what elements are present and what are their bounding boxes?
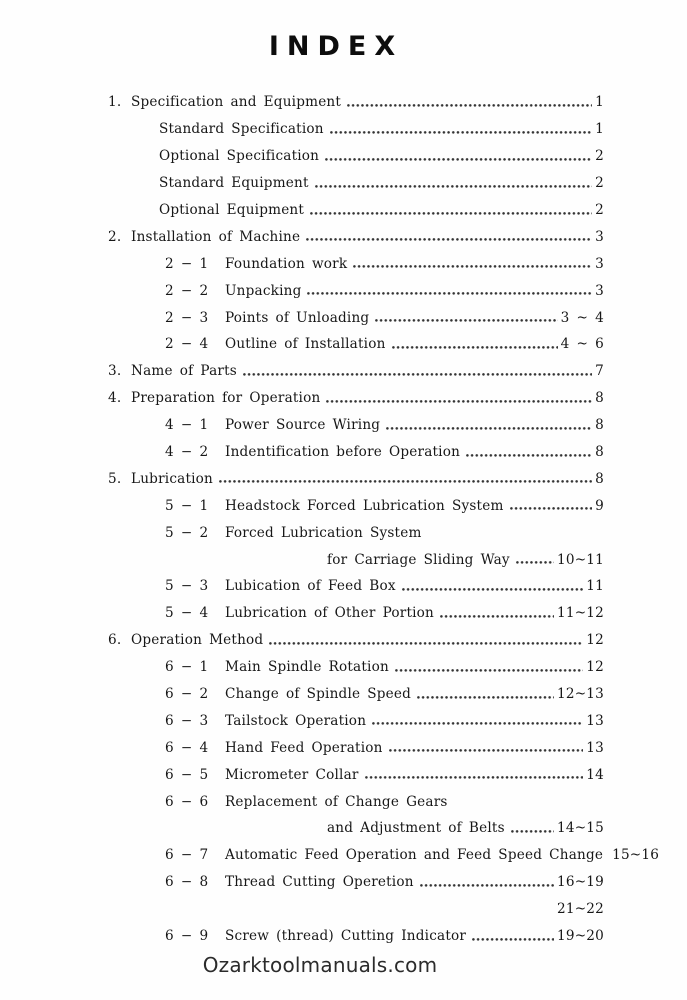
toc-entry-page: 16~19	[557, 874, 604, 891]
toc-entry-label: Replacement of Change Gears	[225, 793, 448, 810]
toc-entry-page: 14~15	[557, 820, 604, 837]
toc-row	[108, 600, 604, 627]
toc-row	[108, 869, 604, 896]
toc-entry-page: 10~11	[557, 551, 604, 568]
dot-leader	[306, 238, 592, 241]
dot-leader	[511, 830, 554, 833]
toc-entry-number: 6 − 7	[165, 847, 209, 864]
toc-entry-label: Preparation for Operation	[131, 390, 321, 407]
toc-entry-label: Indentification before Operation	[225, 444, 461, 461]
dot-leader	[269, 642, 583, 645]
toc-entry-label: Screw (thread) Cutting Indicator	[225, 928, 467, 945]
dot-leader	[307, 292, 592, 295]
toc-entry-label: Headstock Forced Lubrication System	[225, 497, 504, 514]
toc-entry-page: 12	[586, 632, 604, 649]
toc-entry-page: 2	[595, 202, 604, 218]
toc-entry-number: 2 − 4	[165, 336, 209, 353]
toc-entry-page: 12~13	[557, 686, 604, 703]
dot-leader	[365, 776, 584, 779]
toc-entry-page: 8	[595, 444, 604, 461]
dot-leader	[386, 427, 592, 430]
toc-entry-number: 6 − 8	[165, 874, 209, 891]
toc-entry-page: 8	[595, 390, 604, 407]
toc-entry-page: 3	[595, 282, 604, 299]
dot-leader	[395, 669, 583, 672]
toc-entry-label: Installation of Machine	[131, 228, 301, 245]
dot-leader	[372, 722, 583, 725]
toc-entry-page: 21~22	[557, 901, 604, 918]
toc-row	[108, 519, 604, 546]
dot-leader	[310, 212, 592, 215]
toc-entry-page: 1	[595, 94, 604, 111]
toc-entry-page: 11~12	[557, 605, 604, 622]
toc-entry-number: 2.	[108, 228, 122, 245]
toc-row	[108, 439, 604, 466]
toc-row	[108, 331, 604, 358]
toc-entry-number: 6 − 9	[165, 928, 209, 945]
toc-row	[108, 627, 604, 654]
dot-leader	[420, 884, 554, 887]
toc-entry-page: 7	[595, 363, 604, 380]
toc-entry-label: Points of Unloading	[225, 309, 370, 326]
toc-entry-number: 2 − 1	[165, 255, 209, 272]
toc-entry-label: Outline of Installation	[225, 336, 386, 353]
toc-entry-number: 6 − 5	[165, 766, 209, 783]
dot-leader	[440, 615, 554, 618]
toc-entry-number: 3.	[108, 363, 122, 380]
toc-row	[108, 304, 604, 331]
toc-entry-label: Change of Spindle Speed	[225, 686, 412, 703]
toc-entry-page: 3	[595, 255, 604, 272]
toc-row	[108, 815, 604, 842]
toc-entry-number: 2 − 3	[165, 309, 209, 326]
toc-entry-page: 1	[595, 121, 604, 138]
toc-entry-label: Optional Specification	[159, 148, 320, 165]
dot-leader	[325, 158, 592, 161]
toc-row	[108, 223, 604, 250]
dot-leader	[389, 749, 584, 752]
toc-row	[108, 681, 604, 708]
toc-entry-label: Lubication of Feed Box	[225, 578, 396, 595]
toc-entry-page: 9	[595, 497, 604, 514]
toc-entry-number: 6 − 3	[165, 712, 209, 729]
toc-row	[108, 573, 604, 600]
toc-row	[108, 842, 660, 869]
toc-entry-label: Hand Feed Operation	[225, 739, 383, 756]
toc-entry-page: 4 ~ 6	[560, 336, 604, 353]
toc-entry-number: 6 − 2	[165, 686, 209, 703]
toc-entry-label: Power Source Wiring	[225, 417, 381, 434]
toc-row	[108, 923, 604, 950]
dot-leader	[472, 938, 554, 941]
dot-leader	[315, 185, 592, 188]
toc-entry-label: Standard Equipment	[159, 175, 309, 192]
toc-entry-number: 5.	[108, 470, 122, 487]
toc-entry-label: Thread Cutting Operetion	[225, 874, 414, 891]
dot-leader	[219, 480, 592, 483]
toc-entry-number: 5 − 1	[165, 497, 209, 514]
toc-row	[108, 707, 604, 734]
dot-leader	[375, 319, 557, 322]
toc-entry-label: Forced Lubrication System	[225, 524, 422, 541]
dot-leader	[347, 104, 592, 107]
toc-list	[108, 89, 660, 950]
toc-entry-number: 6 − 6	[165, 793, 209, 810]
toc-entry-number: 1.	[108, 94, 122, 111]
toc-entry-page: 2	[595, 175, 604, 192]
toc-entry-number: 4 − 2	[165, 444, 209, 461]
toc-entry-label: Unpacking	[225, 282, 302, 299]
dot-leader	[466, 454, 592, 457]
dot-leader	[516, 561, 554, 564]
toc-row	[108, 277, 604, 304]
toc-entry-number: 5 − 3	[165, 578, 209, 595]
toc-row	[108, 143, 604, 170]
toc-entry-label: Optional Equipment	[159, 202, 305, 218]
toc-entry-page: 19~20	[557, 928, 604, 945]
toc-entry-label: Foundation work	[225, 255, 348, 272]
toc-entry-label: Lubrication	[131, 470, 213, 487]
toc-entry-page: 8	[595, 417, 604, 434]
toc-row	[108, 170, 604, 197]
toc-row	[108, 358, 604, 385]
toc-row	[108, 761, 604, 788]
toc-entry-label: Specification and Equipment	[131, 94, 342, 111]
toc-entry-page: 2	[595, 148, 604, 165]
toc-row	[108, 412, 604, 439]
dot-leader	[392, 346, 558, 349]
toc-entry-page: 11	[586, 578, 604, 595]
toc-entry-number: 6 − 4	[165, 739, 209, 756]
toc-entry-page: 8	[595, 470, 604, 487]
toc-entry-number: 5 − 4	[165, 605, 209, 622]
toc-row	[108, 546, 604, 573]
watermark-text: Ozarktoolmanuals.com	[202, 953, 438, 977]
toc-entry-page: 14	[586, 766, 604, 783]
dot-leader	[326, 400, 592, 403]
toc-entry-page: 13	[586, 739, 604, 756]
dot-leader	[402, 588, 584, 591]
toc-entry-label: Lubrication of Other Portion	[225, 605, 435, 622]
toc-row	[108, 89, 604, 116]
toc-row	[108, 492, 604, 519]
toc-entry-number: 2 − 2	[165, 282, 209, 299]
toc-entry-number: 6 − 1	[165, 659, 209, 676]
toc-entry-page: 3	[595, 228, 604, 245]
toc-entry-number: 4.	[108, 390, 122, 407]
toc-entry-label: Name of Parts	[131, 363, 237, 380]
toc-row	[108, 788, 604, 815]
dot-leader	[510, 507, 593, 510]
toc-entry-number: 4 − 1	[165, 417, 209, 434]
toc-row	[108, 250, 604, 277]
toc-row	[108, 654, 604, 681]
toc-entry-label: and Adjustment of Belts	[327, 820, 505, 837]
toc-row	[108, 465, 604, 492]
toc-row	[108, 116, 604, 143]
toc-entry-page: 3 ~ 4	[560, 309, 604, 326]
toc-entry-number: 5 − 2	[165, 524, 209, 541]
toc-entry-page: 15~16	[612, 847, 660, 864]
toc-entry-label: Micrometer Collar	[225, 766, 359, 783]
toc-row	[108, 385, 604, 412]
toc-entry-label: Operation Method	[131, 632, 264, 649]
toc-entry-page: 12	[586, 659, 604, 676]
toc-entry-label: Main Spindle Rotation	[225, 659, 389, 676]
toc-row	[108, 734, 604, 761]
toc-entry-label: Automatic Feed Operation and Feed Speed Change	[225, 847, 604, 864]
dot-leader	[330, 131, 592, 134]
toc-entry-number: 6.	[108, 632, 122, 649]
toc-entry-label: for Carriage Sliding Way	[327, 551, 510, 568]
toc-entry-page: 13	[586, 712, 604, 729]
toc-entry-label: Standard Specification	[159, 121, 324, 138]
dot-leader	[353, 265, 592, 268]
dot-leader	[417, 696, 554, 699]
toc-row	[108, 896, 604, 923]
page-title: INDEX	[268, 31, 404, 62]
toc-entry-label: Tailstock Operation	[225, 712, 367, 729]
toc-row	[108, 197, 604, 224]
dot-leader	[243, 373, 592, 376]
